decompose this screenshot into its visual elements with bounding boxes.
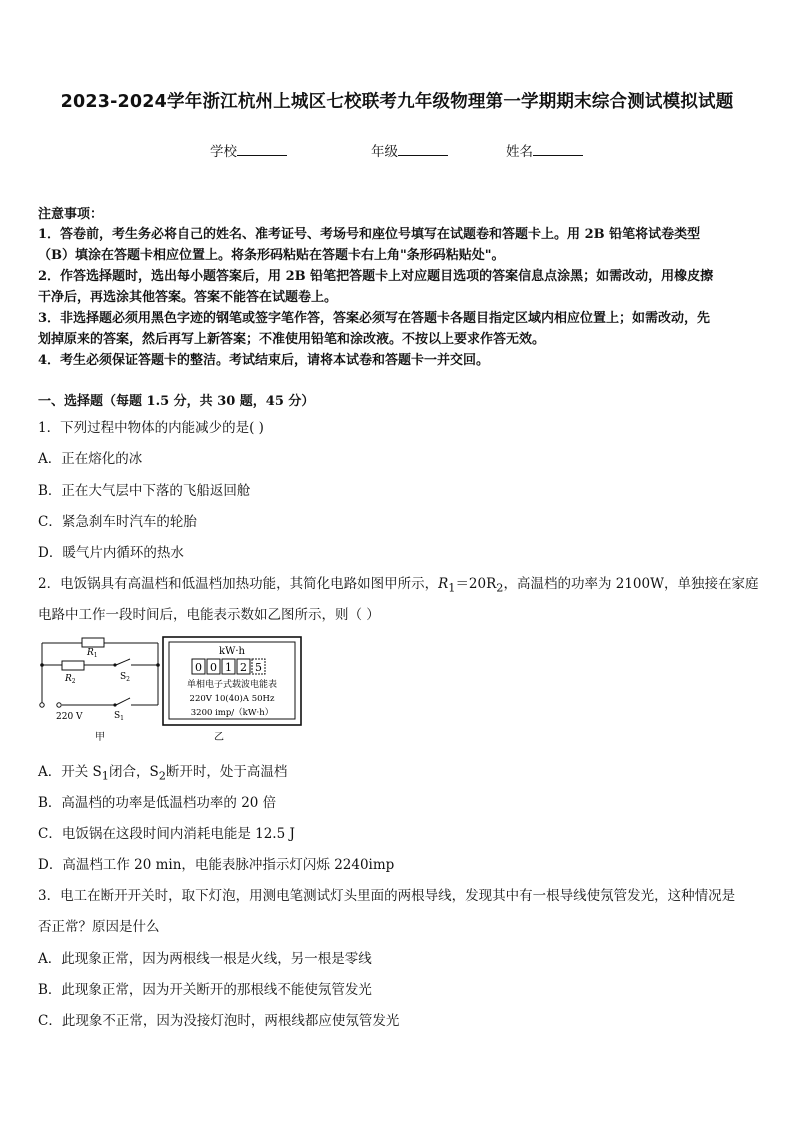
q2-option-b: B．高温档的功率是低温档功率的 20 倍 xyxy=(38,795,277,811)
r2-label: $R_2$ xyxy=(65,674,76,685)
q2-stem-line2: 电路中工作一段时间后，电能表示数如乙图所示，则（ ） xyxy=(38,607,380,623)
q2-option-d: D．高温档工作 20 min，电能表脉冲指示灯闪烁 2240imp xyxy=(38,857,395,873)
school-field: 学校 xyxy=(210,140,287,160)
q1-option-b: B．正在大气层中下落的飞船返回舱 xyxy=(38,483,251,499)
name-field: 姓名 xyxy=(506,140,583,160)
q3-stem-line1: 3．电工在断开开关时，取下灯泡，用测电笔测试灯头里面的两根导线，发现其中有一根导线使氖管发光，这种情况是 xyxy=(38,888,736,904)
q3-stem-line2: 否正常？原因是什么 xyxy=(38,919,160,935)
voltage-label: 220 V xyxy=(56,712,83,722)
notice-line: 3．非选择题必须用黑色字迹的钢笔或签字笔作答，答案必须写在答题卡各题目指定区域内相应位置上；如需改动，先 xyxy=(38,311,711,326)
school-blank[interactable] xyxy=(237,143,287,156)
section-heading: 一、选择题（每题 1.5 分，共 30 题，45 分） xyxy=(38,394,315,409)
meter-digit: 1 xyxy=(225,661,232,674)
notice-line: （B）填涂在答题卡相应位置上。将条形码粘贴在答题卡右上角"条形码粘贴处"。 xyxy=(38,248,505,263)
q3-option-c: C．此现象不正常，因为没接灯泡时，两根线都应使氖管发光 xyxy=(38,1013,400,1029)
q3-option-b: B．此现象正常，因为开关断开的那根线不能使氖管发光 xyxy=(38,982,372,998)
q2-option-a: A．开关 $S_1$闭合，$S_2$断开时，处于高温档 xyxy=(38,764,288,783)
s2-label: $S_2$ xyxy=(120,672,130,683)
q1-option-d: D．暖气片内循环的热水 xyxy=(38,545,184,561)
q1-stem: 1．下列过程中物体的内能减少的是( ) xyxy=(38,420,264,436)
notice-line: 划掉原来的答案，然后再写上新答案；不准使用铅笔和涂改液。不按以上要求作答无效。 xyxy=(38,332,546,347)
figure-jia-caption: 甲 xyxy=(95,732,105,743)
notice-line: 2．作答选择题时，选出每小题答案后，用 2B 铅笔把答题卡上对应题目选项的答案信息点涂黑；如需改动，用橡皮擦 xyxy=(38,269,714,284)
meter-digit: 0 xyxy=(210,661,217,674)
exam-title: 2023-2024学年浙江杭州上城区七校联考九年级物理第一学期期末综合测试模拟试题 xyxy=(60,92,734,112)
q1-option-a: A．正在熔化的冰 xyxy=(38,451,143,467)
meter-digit: 2 xyxy=(240,661,247,674)
r1-label: $R_1$ xyxy=(87,648,98,659)
q1-option-c: C．紧急刹车时汽车的轮胎 xyxy=(38,514,197,530)
notice-line: 1．答卷前，考生务必将自己的姓名、准考证号、考场号和座位号填写在试题卷和答题卡上。用 2B 铅笔将试卷类型 xyxy=(38,227,701,242)
q3-option-a: A．此现象正常，因为两根线一根是火线，另一根是零线 xyxy=(38,951,372,967)
s1-label: $S_1$ xyxy=(114,711,124,722)
electricity-meter xyxy=(162,634,304,744)
q2-option-c: C．电饭锅在这段时间内消耗电能是 12.5 J xyxy=(38,826,295,842)
circuit-diagram xyxy=(38,634,168,744)
notice-line: 4．考生必须保证答题卡的整洁。考试结束后，请将本试卷和答题卡一并交回。 xyxy=(38,353,490,368)
grade-field: 年级 xyxy=(371,140,448,160)
meter-name: 单相电子式载波电能表 xyxy=(186,680,278,690)
notice-heading: 注意事项： xyxy=(38,207,104,222)
meter-spec: 220V 10(40)A 50Hz xyxy=(189,694,275,704)
meter-rate: 3200 imp/（kW·h） xyxy=(190,708,274,718)
name-blank[interactable] xyxy=(533,143,583,156)
meter-unit: kW·h xyxy=(219,646,245,657)
q2-stem-line1: 2．电饭锅具有高温档和低温档加热功能，其简化电路如图甲所示，$R_1=20R_2$，高温档的功率为 2100W，单独接在家庭 xyxy=(38,576,759,595)
meter-digit: 0 xyxy=(195,661,202,674)
grade-blank[interactable] xyxy=(398,143,448,156)
figure-yi-caption: 乙 xyxy=(214,732,224,743)
meter-digit: 5 xyxy=(255,661,262,674)
notice-line: 干净后，再选涂其他答案。答案不能答在试题卷上。 xyxy=(38,290,338,305)
